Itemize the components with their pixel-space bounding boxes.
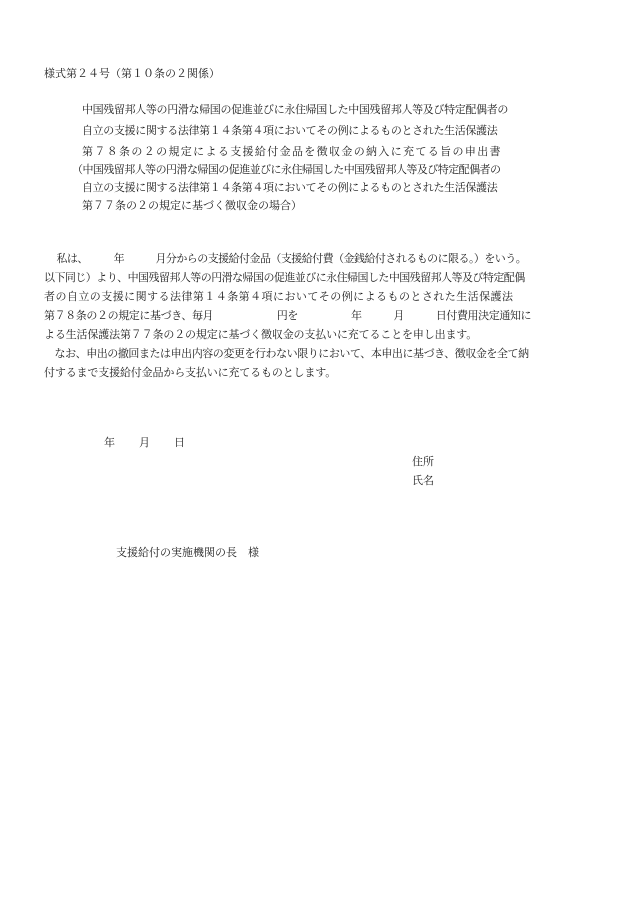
body-line: 以下同じ）より、中国残留邦人等の円滑な帰国の促進並びに永住帰国した中国残留邦人等及び特定配偶: [44, 271, 525, 284]
title-line: （中国残留邦人等の円滑な帰国の促進並びに永住帰国した中国残留邦人等及び特定配偶者の: [72, 163, 501, 176]
address-label: 住所: [412, 455, 434, 468]
body-line: 第７８条の２の規定に基づき、毎月 円を 年 月 日付費用決定通知に: [44, 309, 532, 322]
title-line: 自立の支援に関する法律第１４条第４項においてその例によるものとされた生活保護法: [82, 181, 498, 194]
body-line: なお、申出の撤回または申出内容の変更を行わない限りにおいて、本申出に基づき、徴収金を全て納: [44, 347, 529, 360]
name-label: 氏名: [412, 474, 434, 487]
title-line: 中国残留邦人等の円滑な帰国の促進並びに永住帰国した中国残留邦人等及び特定配偶者の: [82, 103, 508, 116]
form-number: 様式第２４号（第１０条の２関係）: [44, 67, 220, 80]
body-line: よる生活保護法第７７条の２の規定に基づく徴収金の支払いに充てることを申し出ます。: [44, 328, 478, 341]
body-line: 私は、 年 月分からの支援給付金品（支援給付費（金銭給付されるものに限る。）をいう。: [46, 252, 527, 265]
addressee: 支援給付の実施機関の長 様: [116, 546, 259, 559]
title-line: 第７７条の２の規定に基づく徴収金の場合）: [82, 199, 302, 212]
month-label: 月: [139, 436, 150, 449]
body-line: 者の自立の支援に関する法律第１４条第４項においてその例によるものとされた生活保護法: [44, 290, 514, 303]
year-label: 年: [104, 436, 115, 449]
title-line: 第７８条の２の規定による支援給付金品を徴収金の納入に充てる旨の申出書: [82, 145, 502, 158]
title-line: 自立の支援に関する法律第１４条第４項においてその例によるものとされた生活保護法: [82, 124, 498, 137]
body-line: 付するまで支援給付金品から支払いに充てるものとします。: [44, 366, 337, 379]
day-label: 日: [174, 436, 185, 449]
